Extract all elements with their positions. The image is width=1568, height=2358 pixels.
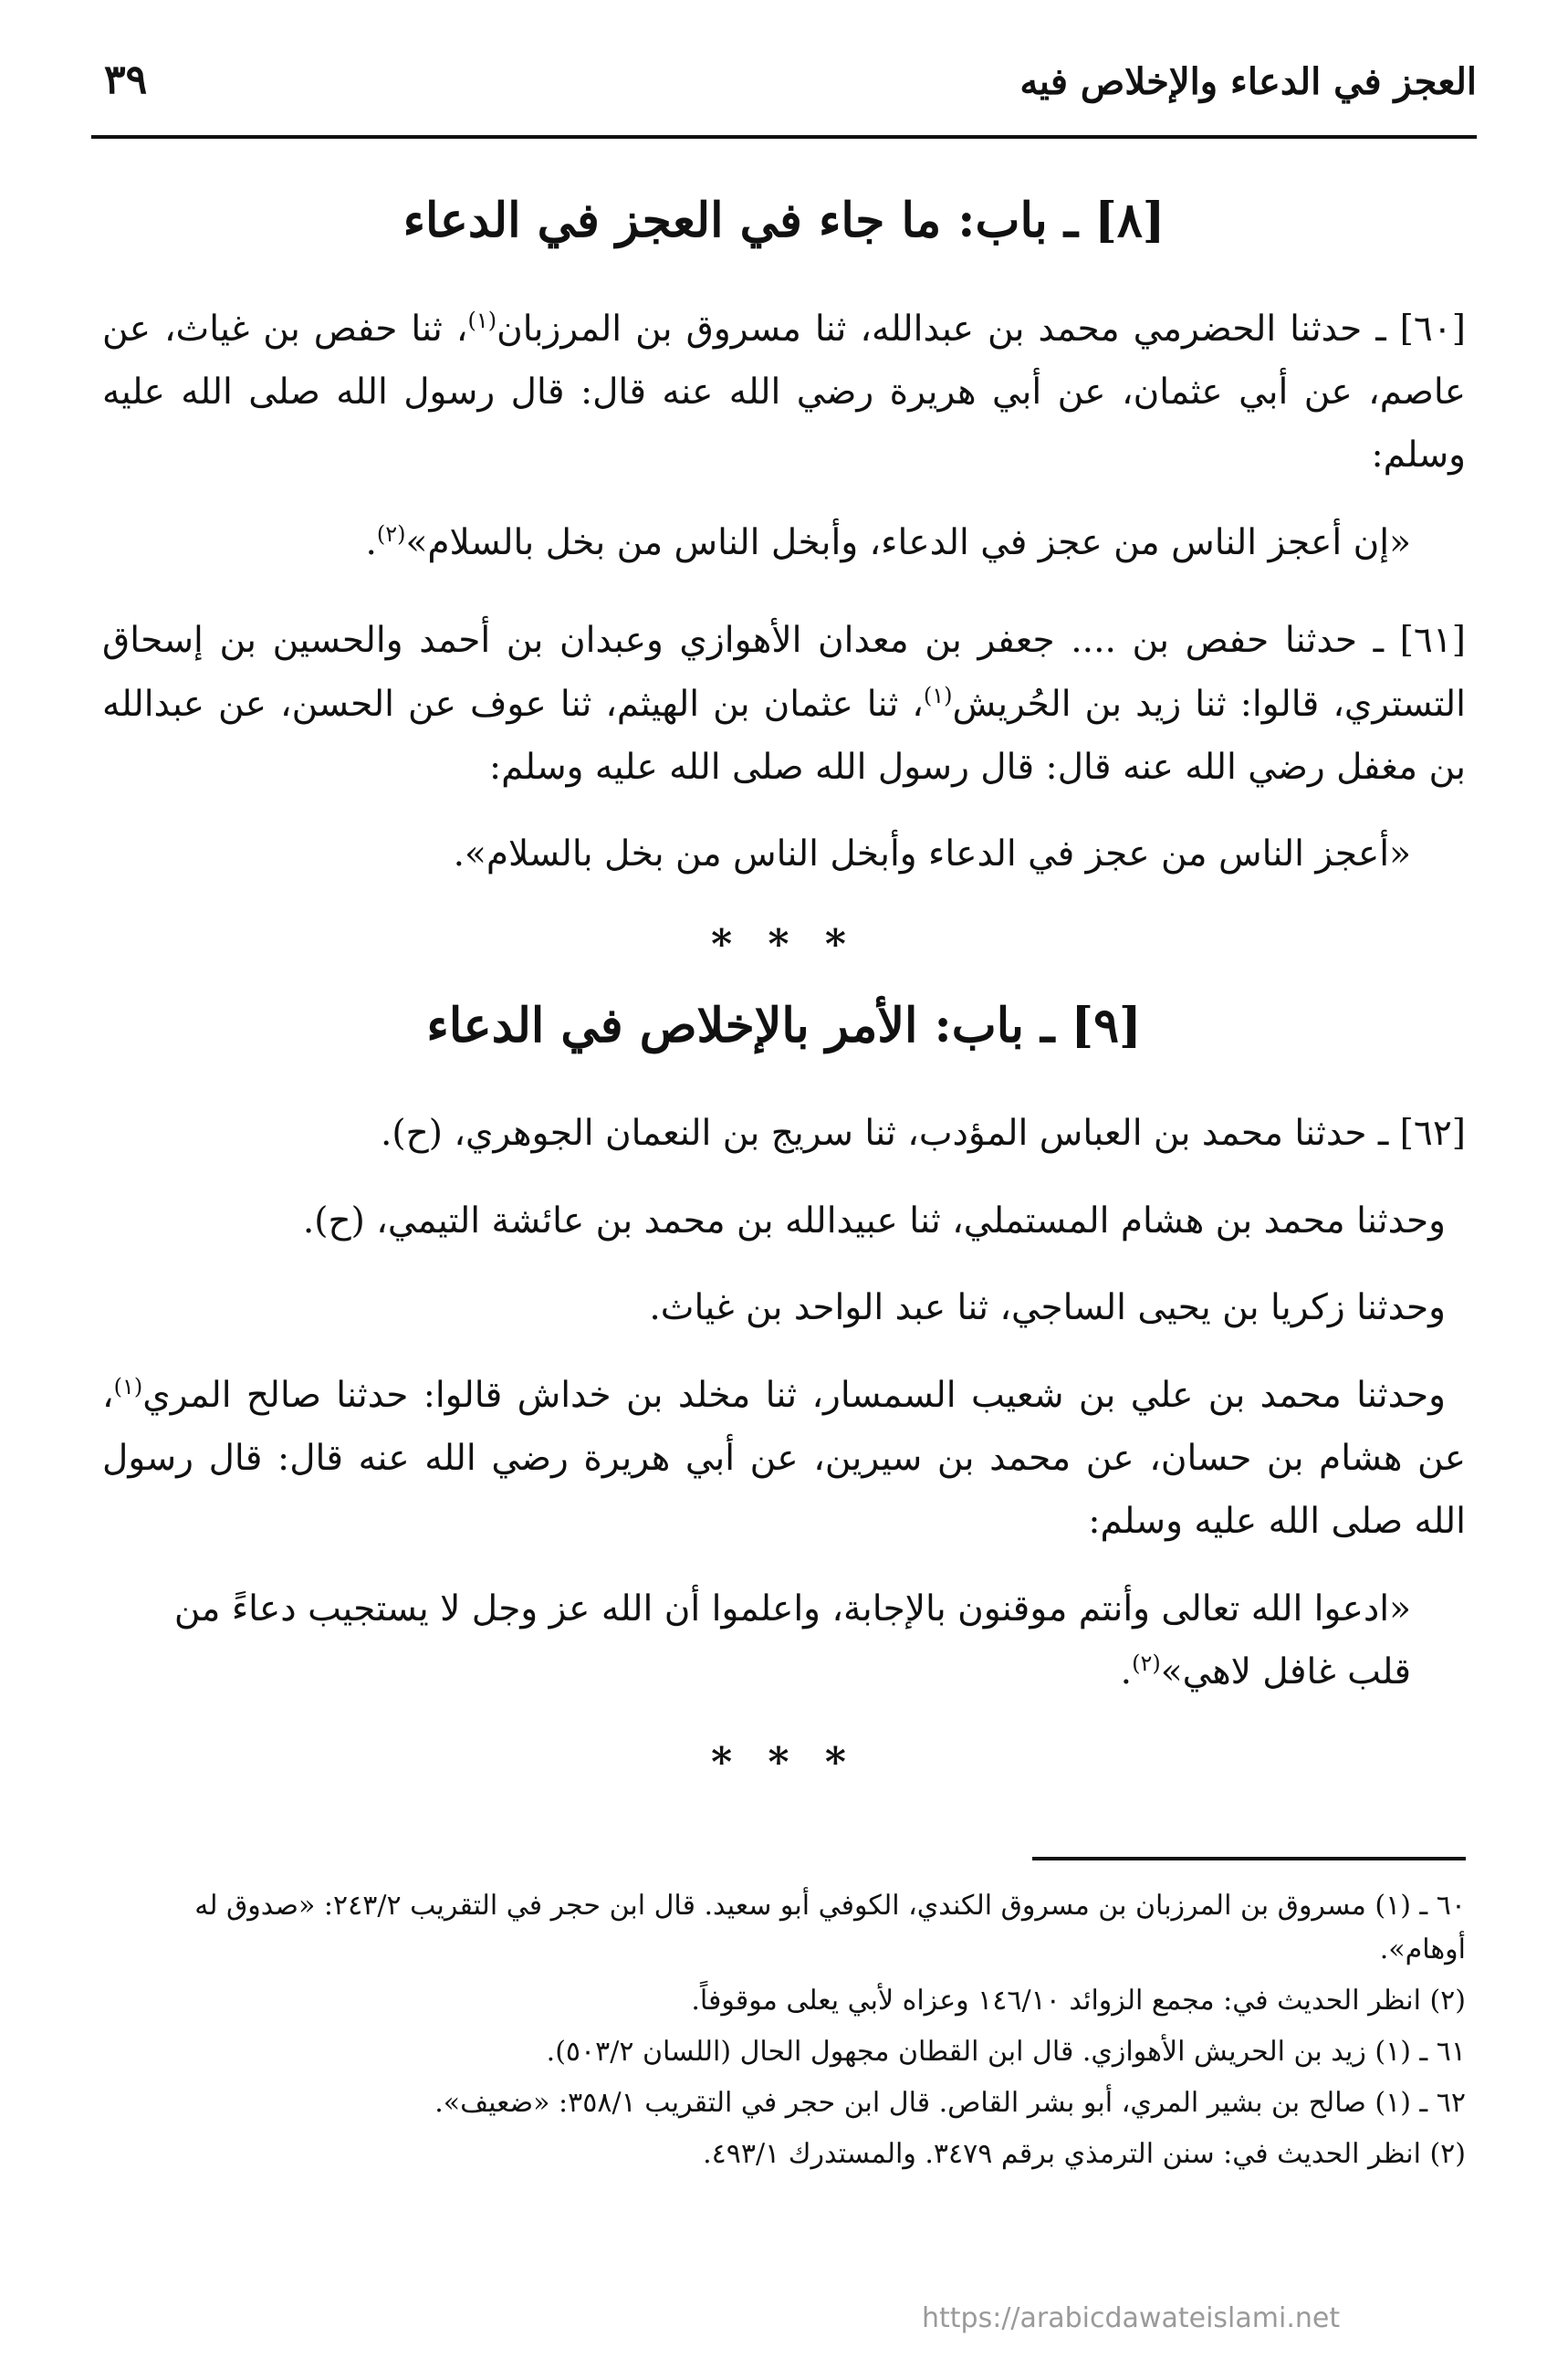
hadith-62-text-a: وحدثنا محمد بن علي بن شعيب السمسار، ثنا مخلد بن خداش قالوا: حدثنا صالح المري xyxy=(142,1374,1446,1416)
watermark-url: https://arabicdawateislami.net xyxy=(922,2302,1341,2334)
hadith-61-isnad xyxy=(102,609,1466,799)
footnote-ref: (١) xyxy=(923,682,953,708)
hadith-60-text-b: ، ثنا حفص بن غياث، عن عاصم، عن أبي عثمان، عن أبي هريرة رضي الله عنه قال: قال رسول الله صلى الله عليه وسلم: xyxy=(102,308,1466,477)
footnote-60-2: (٢) انظر الحديث في: مجمع الزوائد ١٤٦/١٠ وعزاه لأبي يعلى موقوفاً. xyxy=(691,1985,1466,2017)
hadith-61-matn: «أعجز الناس من عجز في الدعاء وأبخل الناس من بخل بالسلام». xyxy=(453,833,1411,875)
hadith-60-text-a: [٦٠] ـ حدثنا الحضرمي محمد بن عبدالله، ثنا مسروق بن المرزبان xyxy=(497,308,1466,350)
section-divider: * * * xyxy=(711,920,857,968)
hadith-62-quote: «ادعوا الله تعالى وأنتم موقنون بالإجابة، واعلموا أن الله عز وجل لا يستجيب دعاءً من قلب غافل لاهي» xyxy=(173,1588,1411,1693)
hadith-60-quote-end: . xyxy=(365,521,377,563)
page-body xyxy=(102,173,1466,1813)
hadith-61-text-b: ، ثنا عثمان بن الهيثم، ثنا عوف عن الحسن، عن عبدالله بن مغفل رضي الله عنه قال: قال رسول الله صلى الله عليه وسلم: xyxy=(102,683,1466,789)
hadith-60-isnad xyxy=(102,298,1466,487)
page-number: ٣٩ xyxy=(104,57,148,103)
section-divider: * * * xyxy=(711,1738,857,1786)
footnote-ref: (١) xyxy=(113,1373,143,1399)
hadith-62-chain-2: وحدثنا محمد بن هشام المستملي، ثنا عبيدالله بن محمد بن عائشة التيمي، (ح). xyxy=(302,1200,1446,1242)
hadith-60-quote: «إن أعجز الناس من عجز في الدعاء، وأبخل الناس من بخل بالسلام» xyxy=(405,521,1411,563)
hadith-62-text-b: ، عن هشام بن حسان، عن محمد بن سيرين، عن أبي هريرة رضي الله عنه قال: قال رسول الله صلى الله عليه وسلم: xyxy=(102,1374,1466,1543)
page-header xyxy=(91,57,1477,139)
running-title: العجز في الدعاء والإخلاص فيه xyxy=(1019,60,1477,103)
hadith-62-chain-3: وحدثنا زكريا بن يحيى الساجي، ثنا عبد الواحد بن غياث. xyxy=(649,1287,1446,1329)
footnote-62-2: (٢) انظر الحديث في: سنن الترمذي برقم ٣٤٧٩. والمستدرك ٤٩٣/١. xyxy=(703,2138,1466,2170)
hadith-62-chain-1: [٦٢] ـ حدثنا محمد بن العباس المؤدب، ثنا سريج بن النعمان الجوهري، (ح). xyxy=(380,1113,1466,1155)
hadith-61-text-a: [٦١] ـ حدثنا حفص بن .... جعفر بن معدان الأهوازي وعبدان بن أحمد والحسين بن إسحاق التستري، قالوا: ثنا زيد بن الحُريش xyxy=(102,620,1466,725)
footnote-separator xyxy=(1032,1857,1466,1860)
footnote-ref: (١) xyxy=(467,307,497,333)
hadith-62-chain-4 xyxy=(102,1364,1466,1554)
footnotes xyxy=(102,1884,1466,2184)
footnote-ref: (٢) xyxy=(1132,1651,1161,1677)
hadith-62-quote-end: . xyxy=(1120,1651,1133,1693)
footnote-60-1: ٦٠ ـ (١) مسروق بن المرزبان بن مسروق الكندي، الكوفي أبو سعيد. قال ابن حجر في التقريب ٢٤٣/٢: «صدوق له أوهام». xyxy=(194,1890,1466,1965)
chapter-heading-8: [٨] ـ باب: ما جاء في العجز في الدعاء xyxy=(402,193,1166,248)
footnote-61-1: ٦١ ـ (١) زيد بن الحريش الأهوازي. قال ابن القطان مجهول الحال (اللسان ٥٠٣/٢). xyxy=(546,2036,1466,2068)
hadith-60-matn xyxy=(102,511,1411,574)
footnote-62-1: ٦٢ ـ (١) صالح بن بشير المري، أبو بشر القاص. قال ابن حجر في التقريب ٣٥٨/١: «ضعيف». xyxy=(434,2087,1466,2119)
footnote-ref: (٢) xyxy=(376,520,406,547)
hadith-62-matn xyxy=(102,1577,1411,1704)
chapter-heading-9: [٩] ـ باب: الأمر بالإخلاص في الدعاء xyxy=(426,997,1142,1053)
